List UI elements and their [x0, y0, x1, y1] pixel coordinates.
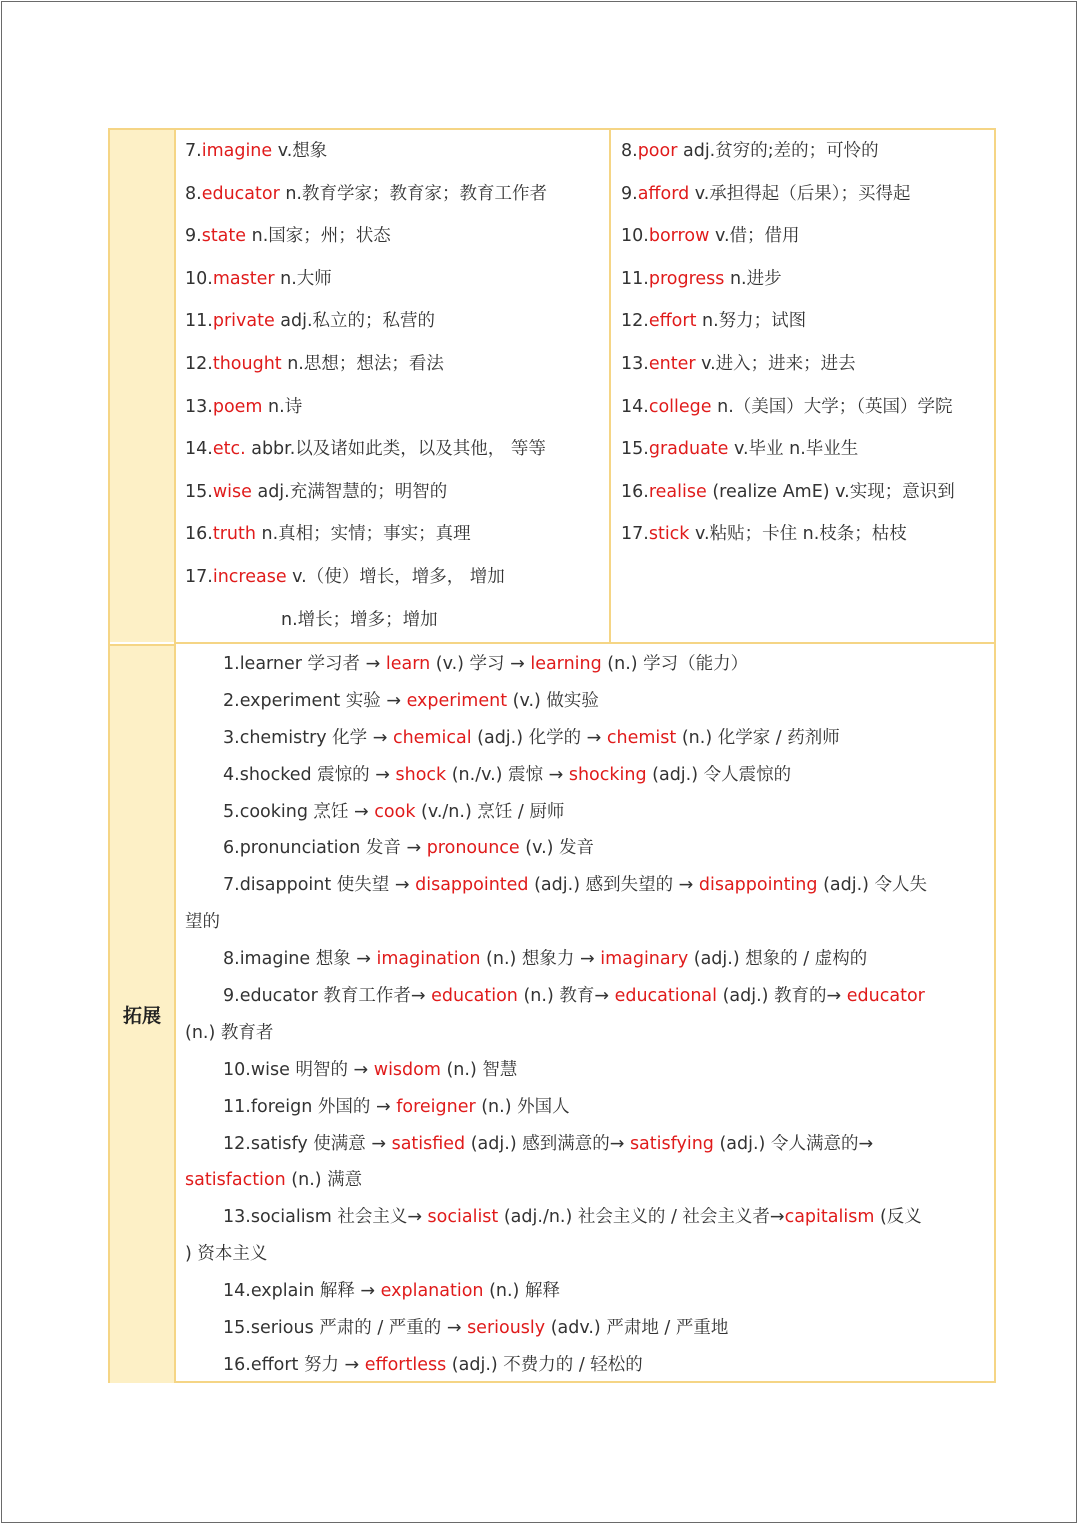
derived-word: chemical	[392, 727, 472, 748]
derived-word: educator	[846, 986, 925, 1007]
entry-word: thought	[212, 353, 282, 374]
entry-definition: adj.充满智慧的；明智的	[251, 481, 448, 502]
entry-word: afford	[637, 183, 690, 204]
extension-text: (v.) 学习 →	[430, 654, 531, 674]
entry-number: 13.	[185, 396, 213, 417]
entry-definition: n.（美国）大学；（英国）学院	[711, 396, 953, 417]
entry-definition: v.（使）增长，增多， 增加	[286, 566, 505, 587]
extension-line	[185, 1162, 985, 1199]
entry-word: imagine	[201, 141, 273, 161]
extension-text: 2.experiment 实验 →	[223, 690, 407, 711]
vocab-entry	[621, 513, 993, 556]
derived-word: shock	[395, 764, 447, 785]
entry-word: etc.	[212, 439, 246, 460]
entry-number: 15.	[185, 481, 213, 502]
extension-line	[185, 646, 985, 683]
entry-definition: v.借；借用	[709, 226, 800, 247]
entry-number: 11.	[621, 268, 649, 289]
derived-word: disappointing	[698, 875, 818, 896]
entry-definition: n.诗	[262, 396, 303, 417]
vocab-entry-continuation: n.增长；增多；增加	[281, 609, 438, 630]
vocab-entry	[185, 300, 605, 343]
vocab-entry	[621, 386, 993, 429]
entry-definition: v.承担得起（后果）；买得起	[689, 183, 911, 204]
entry-definition: adj.私立的；私营的	[274, 311, 436, 332]
vocab-entry	[621, 173, 993, 216]
entry-word: poem	[212, 396, 263, 417]
entry-word: wise	[212, 481, 252, 502]
derived-word: capitalism	[784, 1207, 875, 1228]
extension-text: (n.) 化学家 / 药剂师	[676, 727, 840, 748]
vocab-entry	[185, 471, 605, 514]
entry-number: 17.	[621, 524, 649, 545]
extension-line	[185, 683, 985, 720]
entry-word: educator	[201, 183, 280, 204]
extension-text: (v.) 发音	[519, 838, 595, 859]
derived-word: seriously	[467, 1318, 546, 1339]
derived-word: satisfied	[391, 1133, 466, 1154]
vocabulary-table	[108, 128, 996, 1383]
derived-word: educational	[614, 986, 717, 1007]
entry-word: effort	[648, 311, 697, 332]
entry-number: 15.	[621, 439, 649, 460]
entry-number: 16.	[621, 481, 649, 502]
entry-word: progress	[648, 268, 725, 289]
vocab-entry	[621, 428, 993, 471]
derived-word: pronounce	[426, 838, 520, 859]
vocab-entry	[185, 513, 605, 556]
extension-text: (adj.) 化学的 →	[471, 727, 607, 748]
extension-line	[185, 720, 985, 757]
extension-text: (n.) 教育者	[185, 1022, 274, 1043]
derived-word: imaginary	[600, 949, 689, 970]
vocab-entry	[621, 258, 993, 301]
extension-line	[185, 1273, 985, 1310]
entry-number: 10.	[621, 226, 649, 247]
extension-line	[185, 1089, 985, 1126]
extension-line	[185, 867, 985, 904]
entry-word: master	[212, 268, 275, 289]
entry-definition: v.毕业 n.毕业生	[728, 439, 859, 460]
entry-number: 10.	[185, 268, 213, 289]
extension-text: (adj.) 令人震惊的	[646, 764, 792, 785]
derived-word: experiment	[406, 690, 508, 711]
entry-number: 8.	[621, 141, 638, 161]
entry-number: 7.	[185, 141, 202, 161]
extension-text: (v./n.) 烹饪 / 厨师	[415, 801, 565, 822]
entry-definition: n.努力；试图	[696, 311, 807, 332]
derived-word: disappointed	[415, 875, 529, 896]
entry-definition: v.粘贴；卡住 n.枝条；枯枝	[689, 524, 907, 545]
derived-word: explanation	[380, 1281, 484, 1302]
extension-line	[185, 904, 985, 941]
vocab-entry	[621, 343, 993, 386]
extension-line	[185, 1347, 985, 1384]
extension-text: 16.effort 努力 →	[223, 1354, 365, 1375]
extension-text: (adj./n.) 社会主义的 / 社会主义者→	[498, 1207, 785, 1228]
extension-text: (n.) 外国人	[475, 1096, 570, 1117]
extension-text: (adj.) 教育的→	[717, 986, 847, 1007]
vocab-entry	[185, 258, 605, 301]
entry-definition: n.真相；实情；事实；真理	[255, 524, 471, 545]
extension-line	[185, 1126, 985, 1163]
entry-word: truth	[212, 524, 256, 545]
extension-text: 1.learner 学习者 →	[223, 654, 386, 674]
extension-line	[185, 757, 985, 794]
vocab-entry	[185, 130, 605, 173]
middle-divider	[609, 130, 611, 642]
extension-text: 12.satisfy 使满意 →	[223, 1133, 392, 1154]
entry-definition: n.大师	[274, 268, 332, 289]
extension-text: (n./v.) 震惊 →	[446, 764, 569, 785]
extension-text: 15.serious 严肃的 / 严重的 →	[223, 1318, 468, 1339]
entry-number: 13.	[621, 353, 649, 374]
entry-number: 9.	[621, 183, 638, 204]
entry-definition: n.思想；想法；看法	[281, 353, 444, 374]
entry-definition: v.想象	[272, 141, 328, 161]
extension-line	[185, 830, 985, 867]
extension-line	[185, 978, 985, 1015]
extension-text: (n.) 智慧	[440, 1059, 518, 1080]
entry-number: 14.	[621, 396, 649, 417]
extension-text: 4.shocked 震惊的 →	[223, 764, 396, 785]
entry-number: 12.	[621, 311, 649, 332]
derived-word: imagination	[376, 949, 481, 970]
extension-text: (n.) 满意	[285, 1170, 363, 1191]
extension-text: 13.socialism 社会主义→	[223, 1207, 428, 1228]
extension-line	[185, 794, 985, 831]
entry-number: 12.	[185, 353, 213, 374]
extension-text: (反义	[874, 1207, 922, 1228]
entry-definition: n.国家；州；状态	[246, 226, 391, 247]
extension-text: (adj.) 感到满意的→	[465, 1133, 630, 1154]
extension-line	[185, 1052, 985, 1089]
extension-section-label: 拓展	[110, 644, 174, 1383]
derived-word: learn	[385, 654, 431, 674]
extension-text: (n.) 教育→	[517, 986, 615, 1007]
vocab-left-column	[185, 130, 605, 641]
extension-text: ) 资本主义	[185, 1244, 268, 1265]
vocab-entry	[621, 130, 993, 173]
extension-text: 6.pronunciation 发音 →	[223, 838, 427, 859]
vocab-entry	[621, 215, 993, 258]
derived-word: cook	[374, 801, 416, 822]
entry-word: state	[201, 226, 247, 247]
entry-word: increase	[212, 566, 287, 587]
extension-text: 9.educator 教育工作者→	[223, 986, 432, 1007]
vocab-entry	[185, 386, 605, 429]
derived-word: satisfying	[629, 1133, 714, 1154]
entry-definition: (realize AmE) v.实现；意识到	[706, 481, 955, 502]
entry-word: poor	[637, 141, 678, 161]
entry-word: enter	[648, 353, 696, 374]
derived-word: learning	[530, 654, 602, 674]
entry-number: 16.	[185, 524, 213, 545]
column-divider	[174, 130, 176, 1381]
vocab-entry	[185, 556, 605, 599]
extension-text: 3.chemistry 化学 →	[223, 727, 393, 748]
derived-word: foreigner	[396, 1096, 476, 1117]
derived-word: satisfaction	[185, 1170, 286, 1191]
derived-word: shocking	[568, 764, 647, 785]
entry-number: 14.	[185, 439, 213, 460]
entry-word: borrow	[648, 226, 710, 247]
extension-text: (adj.) 想象的 / 虚构的	[688, 949, 868, 970]
derived-word: wisdom	[373, 1059, 441, 1080]
extension-text: 7.disappoint 使失望 →	[223, 875, 416, 896]
entry-word: college	[648, 396, 712, 417]
extension-text: 8.imagine 想象 →	[223, 949, 377, 970]
extension-line	[185, 1236, 985, 1273]
extension-text: (adv.) 严肃地 / 严重地	[545, 1318, 729, 1339]
derived-word: effortless	[364, 1354, 447, 1375]
extension-text: 望的	[185, 912, 220, 933]
extension-text: 11.foreign 外国的 →	[223, 1096, 397, 1117]
entry-definition: adj.贫穷的;差的；可怜的	[677, 141, 879, 161]
entry-number: 11.	[185, 311, 213, 332]
entry-number: 9.	[185, 226, 202, 247]
extension-line	[185, 1015, 985, 1052]
extension-line	[185, 1199, 985, 1236]
entry-definition: abbr.以及诸如此类，以及其他， 等等	[245, 439, 546, 460]
vocab-entry	[185, 215, 605, 258]
extension-text: (adj.) 令人满意的→	[713, 1133, 874, 1154]
extension-text: 5.cooking 烹饪 →	[223, 801, 375, 822]
vocab-right-column	[621, 130, 993, 556]
entry-definition: n.教育学家；教育家；教育工作者	[279, 183, 547, 204]
extension-text: (n.) 想象力 →	[480, 949, 601, 970]
row-divider	[174, 642, 994, 644]
extension-text: (n.) 学习（能力）	[601, 654, 749, 674]
extension-text: (n.) 解释	[483, 1281, 560, 1302]
extension-text: (adj.) 不费力的 / 轻松的	[446, 1354, 643, 1375]
extension-text: 10.wise 明智的 →	[223, 1059, 374, 1080]
derived-word: education	[431, 986, 518, 1007]
entry-definition: n.进步	[724, 268, 782, 289]
entry-word: realise	[648, 481, 707, 502]
extension-text: (adj.) 令人失	[817, 875, 928, 896]
vocab-entry	[621, 471, 993, 514]
vocab-entry	[621, 300, 993, 343]
entry-number: 8.	[185, 183, 202, 204]
extension-line	[185, 1310, 985, 1347]
vocab-entry	[185, 343, 605, 386]
derived-word: chemist	[606, 727, 677, 748]
extension-list	[185, 646, 985, 1384]
extension-text: (adj.) 感到失望的 →	[528, 875, 699, 896]
extension-line	[185, 941, 985, 978]
vocab-entry	[185, 428, 605, 471]
entry-number: 17.	[185, 566, 213, 587]
vocab-entry	[185, 173, 605, 216]
entry-word: stick	[648, 524, 690, 545]
entry-definition: v.进入；进来；进去	[695, 353, 856, 374]
top-section-label	[110, 130, 174, 642]
derived-word: socialist	[427, 1207, 499, 1228]
extension-text: (v.) 做实验	[507, 690, 599, 711]
extension-text: 14.explain 解释 →	[223, 1281, 381, 1302]
entry-word: private	[212, 311, 275, 332]
entry-word: graduate	[648, 439, 729, 460]
